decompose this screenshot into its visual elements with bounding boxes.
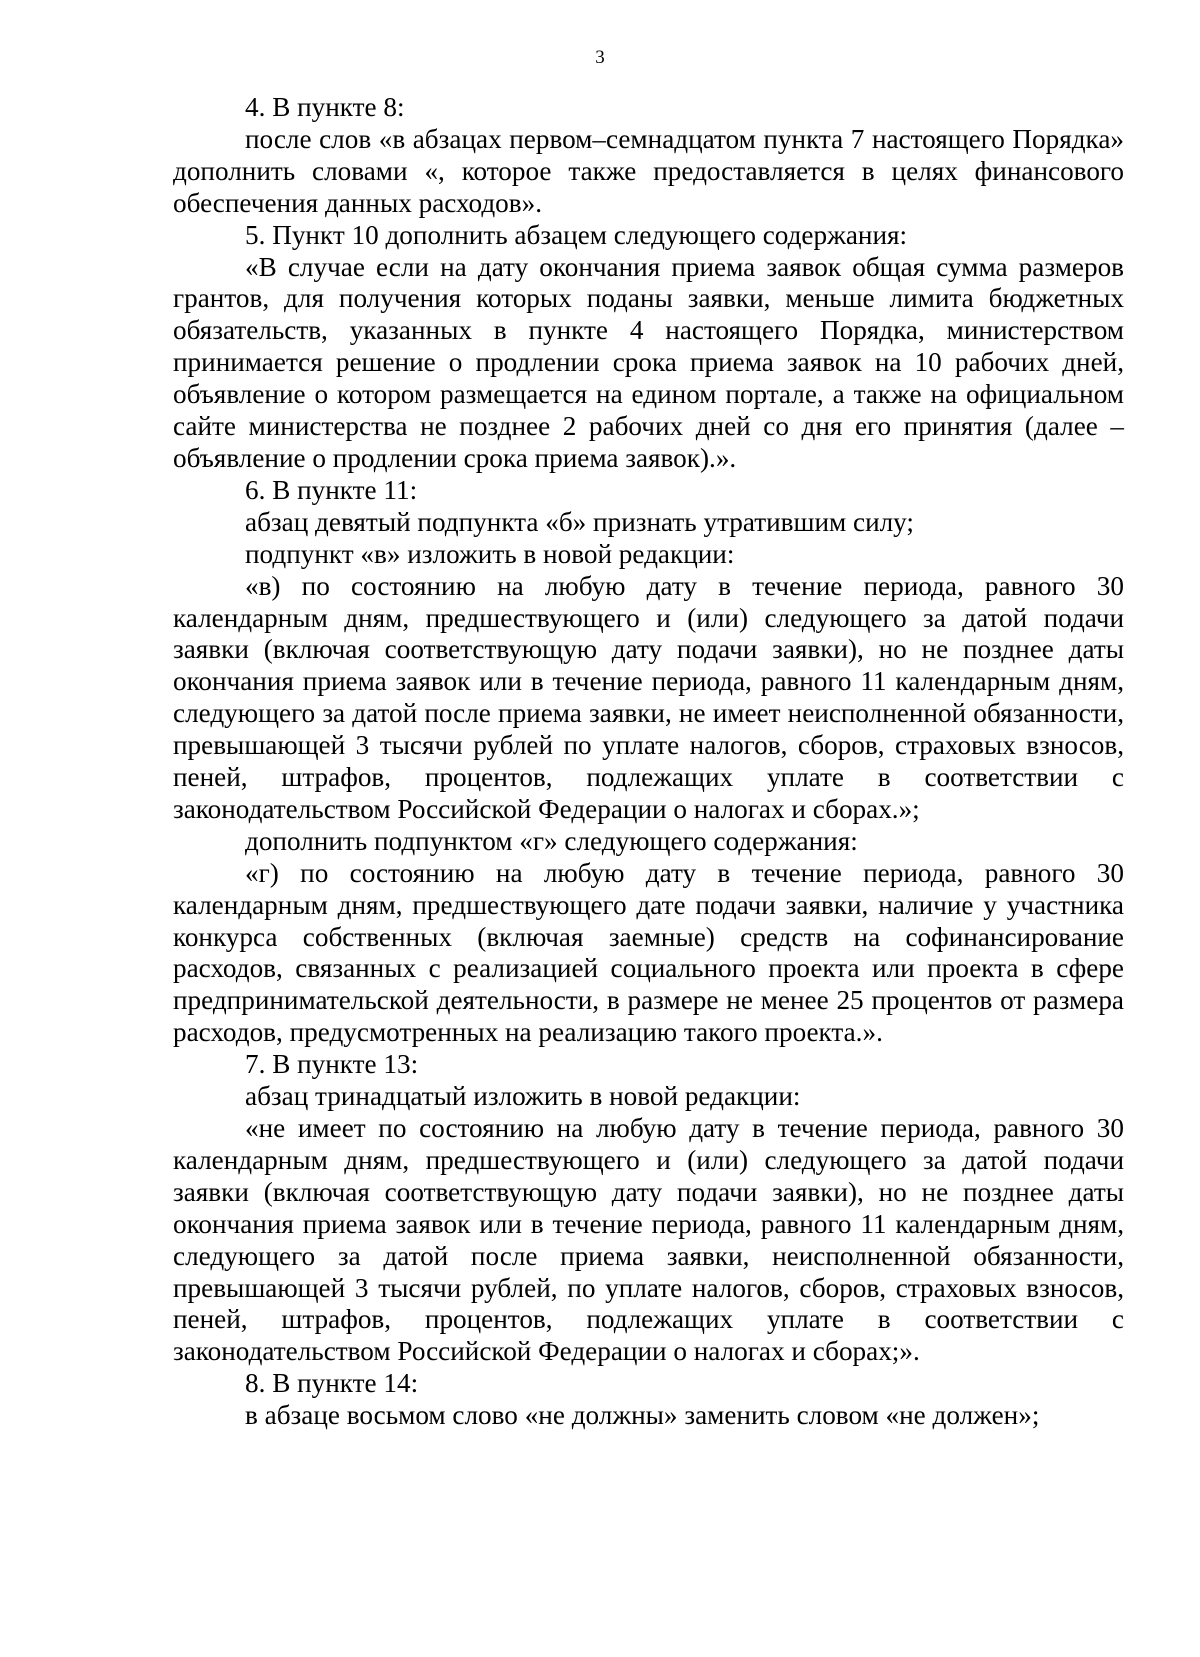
item-7-heading: 7. В пункте 13: bbox=[245, 1049, 419, 1080]
document-body bbox=[173, 92, 1124, 1432]
item-6-subitem-g: «г) по состоянию на любую дату в течение периода, равного 30 календарным дням, предшествующего дате подачи заявки, наличие у участника конкурса собственных (включая заемные) средств на софинансирование расходов, связанных с реализацией социального проекта или проекта в сфере предпринимательской деятельности, в размере не менее 25 процентов от размера расходов, предусмотренных на реализацию такого проекта.». bbox=[173, 857, 1124, 1048]
item-6-line-3: дополнить подпунктом «г» следующего содержания: bbox=[245, 825, 858, 856]
item-5-heading: 5. Пункт 10 дополнить абзацем следующего содержания: bbox=[245, 219, 908, 250]
item-6-subitem-v: «в) по состоянию на любую дату в течение периода, равного 30 календарным дням, предшествующего и (или) следующего за датой подачи заявки (включая соответствующую дату подачи заявки), но не позднее даты окончания приема заявок или в течение периода, равного 11 календарным дням, следующего за датой после приема заявки, не имеет неисполненной обязанности, превышающей 3 тысячи рублей по уплате налогов, сборов, страховых взносов, пеней, штрафов, процентов, подлежащих уплате в соответствии с законодательством Российской Федерации о налогах и сборах.»; bbox=[173, 570, 1124, 824]
item-6-line-1: абзац девятый подпункта «б» признать утратившим силу; bbox=[245, 506, 914, 537]
item-6-heading: 6. В пункте 11: bbox=[245, 474, 418, 505]
page-number: 3 bbox=[595, 47, 605, 68]
item-4-heading: 4. В пункте 8: bbox=[245, 92, 405, 122]
item-6-line-2: подпункт «в» изложить в новой редакции: bbox=[245, 538, 735, 569]
item-8-line-1: в абзаце восьмом слово «не должны» заменить словом «не должен»; bbox=[245, 1400, 1040, 1431]
item-8-heading: 8. В пункте 14: bbox=[245, 1368, 419, 1399]
item-7-quote: «не имеет по состоянию на любую дату в течение периода, равного 30 календарным дням, предшествующего и (или) следующего за датой подачи заявки (включая соответствующую дату подачи заявки), но не позднее даты окончания приема заявок или в течение периода, равного 11 календарным дням, следующего за датой после приема заявки, неисполненной обязанности, превышающей 3 тысячи рублей, по уплате налогов, сборов, страховых взносов, пеней, штрафов, процентов, подлежащих уплате в соответствии с законодательством Российской Федерации о налогах и сборах;». bbox=[173, 1113, 1124, 1367]
item-5-quote: «В случае если на дату окончания приема заявок общая сумма размеров грантов, для получения которых поданы заявки, меньше лимита бюджетных обязательств, указанных в пункте 4 настоящего Порядка, министерством принимается решение о продлении срока приема заявок на 10 рабочих дней, объявление о котором размещается на едином портале, а также на официальном сайте министерства не позднее 2 рабочих дней со дня его принятия (далее – объявление о продлении срока приема заявок).». bbox=[173, 251, 1124, 473]
item-4-text: после слов «в абзацах первом–семнадцатом пункта 7 настоящего Порядка» дополнить словами «, которое также предоставляется в целях финансового обеспечения данных расходов». bbox=[173, 123, 1124, 218]
item-7-line-1: абзац тринадцатый изложить в новой редакции: bbox=[245, 1081, 801, 1112]
